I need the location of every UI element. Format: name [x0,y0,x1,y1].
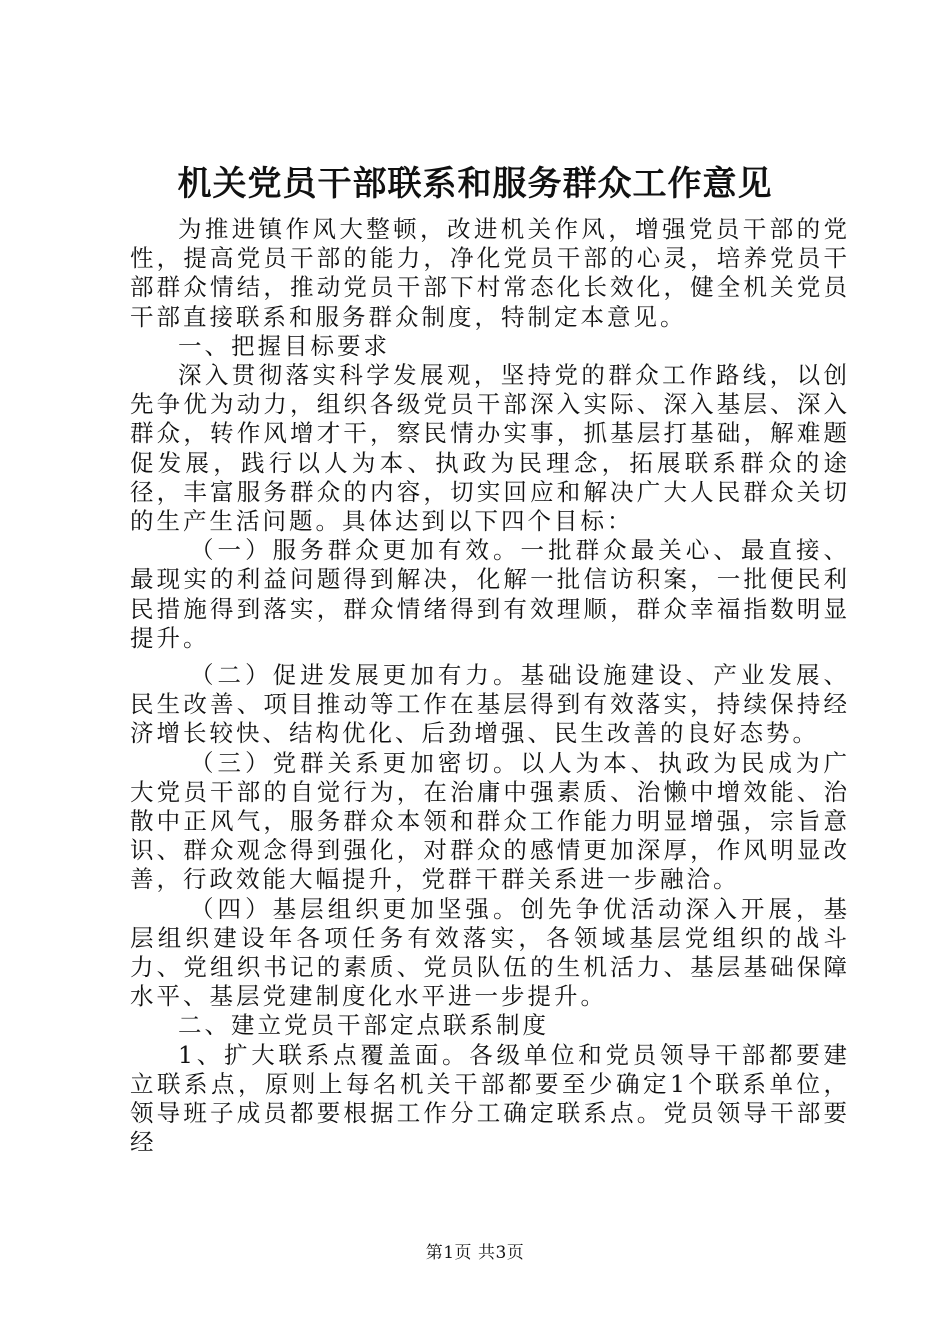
goal-item-4: （四）基层组织更加坚强。创先争优活动深入开展，基层组织建设年各项任务有效落实，各领域基层党组织的战斗力、党组织书记的素质、党员队伍的生机活力、基层基础保障水平、基层党建制度化水平进一步提升。 [130,894,850,1011]
section-heading-2: 二、建立党员干部定点联系制度 [178,1011,549,1040]
page-number-footer: 第1页 共3页 [425,1243,525,1263]
document-title: 机关党员干部联系和服务群众工作意见 [177,164,773,204]
section-2-paragraph: 1、扩大联系点覆盖面。各级单位和党员领导干部都要建立联系点，原则上每名机关干部都要至少确定1个联系单位，领导班子成员都要根据工作分工确定联系点。党员领导干部要经 [130,1040,850,1157]
section-heading-1: 一、把握目标要求 [178,331,390,360]
goal-item-2: （二）促进发展更加有力。基础设施建设、产业发展、民生改善、项目推动等工作在基层得到有效落实，持续保持经济增长较快、结构优化、后劲增强、民生改善的良好态势。 [130,661,850,748]
goal-item-3: （三）党群关系更加密切。以人为本、执政为民成为广大党员干部的自觉行为，在治庸中强素质、治懒中增效能、治散中正风气，服务群众本领和群众工作能力明显增强，宗旨意识、群众观念得到强化，对群众的感情更加深厚，作风明显改善，行政效能大幅提升，党群干群关系进一步融洽。 [130,748,850,894]
goal-item-1: （一）服务群众更加有效。一批群众最关心、最直接、最现实的利益问题得到解决，化解一批信访积案，一批便民利民措施得到落实，群众情绪得到有效理顺，群众幸福指数明显提升。 [130,536,850,652]
document-body [130,215,850,1158]
section-1-paragraph: 深入贯彻落实科学发展观，坚持党的群众工作路线，以创先争优为动力，组织各级党员干部深入实际、深入基层、深入群众，转作风增才干，察民情办实事，抓基层打基础，解难题促发展，践行以人为本、执政为民理念，拓展联系群众的途径，丰富服务群众的内容，切实回应和解决广大人民群众关切的生产生活问题。具体达到以下四个目标： [130,361,850,536]
intro-paragraph: 为推进镇作风大整顿，改进机关作风，增强党员干部的党性，提高党员干部的能力，净化党员干部的心灵，培养党员干部群众情结，推动党员干部下村常态化长效化，健全机关党员干部直接联系和服务群众制度，特制定本意见。 [130,215,850,331]
